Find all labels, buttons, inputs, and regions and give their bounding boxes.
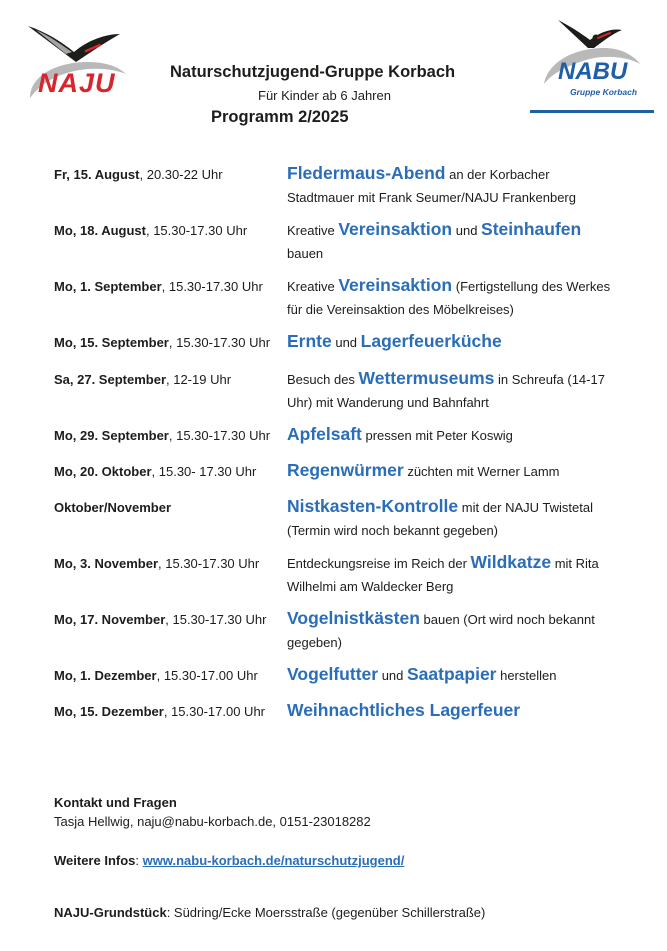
nabu-logo [530, 14, 654, 116]
event-highlight: Fledermaus-Abend [287, 163, 446, 183]
event-text: und [331, 335, 361, 350]
info-label: Weitere Infos [54, 853, 136, 868]
event-time: , 15.30-17.30 Uhr [168, 335, 271, 350]
event-date [54, 612, 266, 627]
event-highlight: Wettermuseums [358, 368, 495, 388]
event-description [287, 218, 612, 265]
event-highlight: Vereinsaktion [338, 275, 453, 295]
event-date [54, 335, 270, 350]
event-text: in Schreufa (14-17 Uhr) mit Wanderung und Bahnfahrt [287, 372, 605, 410]
contact-heading: Kontakt und Fragen [54, 795, 177, 810]
event-day: Mo, 3. November [54, 556, 159, 571]
event-description [287, 367, 612, 414]
event-time: , 15.30-17.30 Uhr [161, 279, 263, 294]
website-link[interactable]: www.nabu-korbach.de/naturschutzjugend/ [142, 853, 405, 868]
event-text: Besuch des [287, 372, 359, 387]
event-day: Fr, 15. August [54, 167, 140, 182]
event-day: Sa, 27. September [54, 372, 166, 387]
event-text: züchten mit Werner Lamm [403, 464, 560, 479]
event-highlight: Regenwürmer [287, 460, 404, 480]
contact-line: Tasja Hellwig, naju@nabu-korbach.de, 0151-23018282 [54, 814, 371, 829]
ground-text: : Südring/Ecke Moersstraße (gegenüber Schillerstraße) [166, 905, 486, 920]
event-description [287, 423, 612, 447]
event-day: Mo, 1. Dezember [54, 668, 157, 683]
event-date [54, 500, 171, 515]
event-text: mit der NAJU Twistetal (Termin wird noch bekannt gegeben) [287, 500, 593, 538]
event-time: , 15.30-17.30 Uhr [165, 612, 267, 627]
event-time: , 15.30-17.30 Uhr [158, 556, 260, 571]
event-date [54, 704, 265, 719]
ground-label: NAJU-Grundstück [54, 905, 167, 920]
event-highlight: Saatpapier [407, 664, 497, 684]
event-time: , 15.30- 17.30 Uhr [151, 464, 257, 479]
event-date [54, 167, 223, 182]
event-description [287, 330, 612, 354]
event-time: , 15.30-17.00 Uhr [163, 704, 266, 719]
event-description [287, 663, 612, 687]
event-day: Mo, 17. November [54, 612, 166, 627]
event-description [287, 607, 612, 654]
event-text: Kreative [287, 223, 339, 238]
event-highlight: Ernte [287, 331, 332, 351]
event-time: , 15.30-17.00 Uhr [156, 668, 258, 683]
event-time: , 20.30-22 Uhr [139, 167, 223, 182]
event-date [54, 372, 231, 387]
event-date [54, 279, 263, 294]
program-title: Programm 2/2025 [211, 108, 349, 126]
event-time: , 15.30-17.30 Uhr [168, 428, 271, 443]
event-time: , 12-19 Uhr [166, 372, 232, 387]
event-description [287, 459, 612, 483]
event-date [54, 223, 247, 238]
event-description [287, 495, 612, 542]
contact-section [54, 795, 614, 829]
event-description [287, 699, 612, 723]
event-highlight: Apfelsaft [287, 424, 362, 444]
naju-logo-text: NAJU [38, 68, 116, 98]
event-text: bauen [287, 246, 324, 261]
event-text: pressen mit Peter Koswig [361, 428, 513, 443]
nabu-logo-subtext: Gruppe Korbach [570, 87, 638, 97]
naju-logo [16, 18, 132, 102]
event-time: , 15.30-17.30 Uhr [145, 223, 248, 238]
event-text: (Fertigstellung des Werkes für die Vereinsaktion des Möbelkreises) [287, 279, 611, 317]
event-day: Mo, 18. August [54, 223, 146, 238]
event-text: mit Rita Wilhelmi am Waldecker Berg [287, 556, 599, 594]
event-description [287, 274, 612, 321]
event-highlight: Vogelfutter [287, 664, 379, 684]
page-subtitle: Für Kinder ab 6 Jahren [258, 88, 391, 103]
event-date [54, 668, 258, 683]
event-text: bauen (Ort wird noch bekannt gegeben) [287, 612, 595, 650]
event-day: Mo, 15. Dezember [54, 704, 164, 719]
event-day: Mo, 15. September [54, 335, 169, 350]
event-day: Mo, 29. September [54, 428, 169, 443]
event-day: Mo, 20. Oktober [54, 464, 152, 479]
event-highlight: Vogelnistkästen [287, 608, 420, 628]
event-highlight: Steinhaufen [481, 219, 582, 239]
event-day: Oktober/November [54, 500, 172, 515]
event-highlight: Vereinsaktion [338, 219, 453, 239]
page-title: Naturschutzjugend-Gruppe Korbach [170, 63, 456, 81]
event-date [54, 464, 256, 479]
event-highlight: Wildkatze [470, 552, 552, 572]
event-date [54, 556, 259, 571]
event-highlight: Lagerfeuerküche [360, 331, 502, 351]
event-description [287, 162, 612, 209]
event-text: und [452, 223, 482, 238]
nabu-logo-text: NABU [558, 58, 628, 85]
event-day: Mo, 1. September [54, 279, 162, 294]
event-description [287, 551, 612, 598]
info-separator: : [135, 853, 143, 868]
event-text: herstellen [496, 668, 557, 683]
event-text: und [378, 668, 407, 683]
info-line [54, 853, 614, 868]
event-text: an der Korbacher Stadtmauer mit Frank Seumer/NAJU Frankenberg [287, 167, 576, 205]
event-highlight: Nistkasten-Kontrolle [287, 496, 459, 516]
event-text: Entdeckungsreise im Reich der [287, 556, 471, 571]
event-text: Kreative [287, 279, 339, 294]
event-date [54, 428, 270, 443]
event-highlight: Weihnachtliches Lagerfeuer [287, 700, 521, 720]
ground-line [54, 905, 614, 920]
